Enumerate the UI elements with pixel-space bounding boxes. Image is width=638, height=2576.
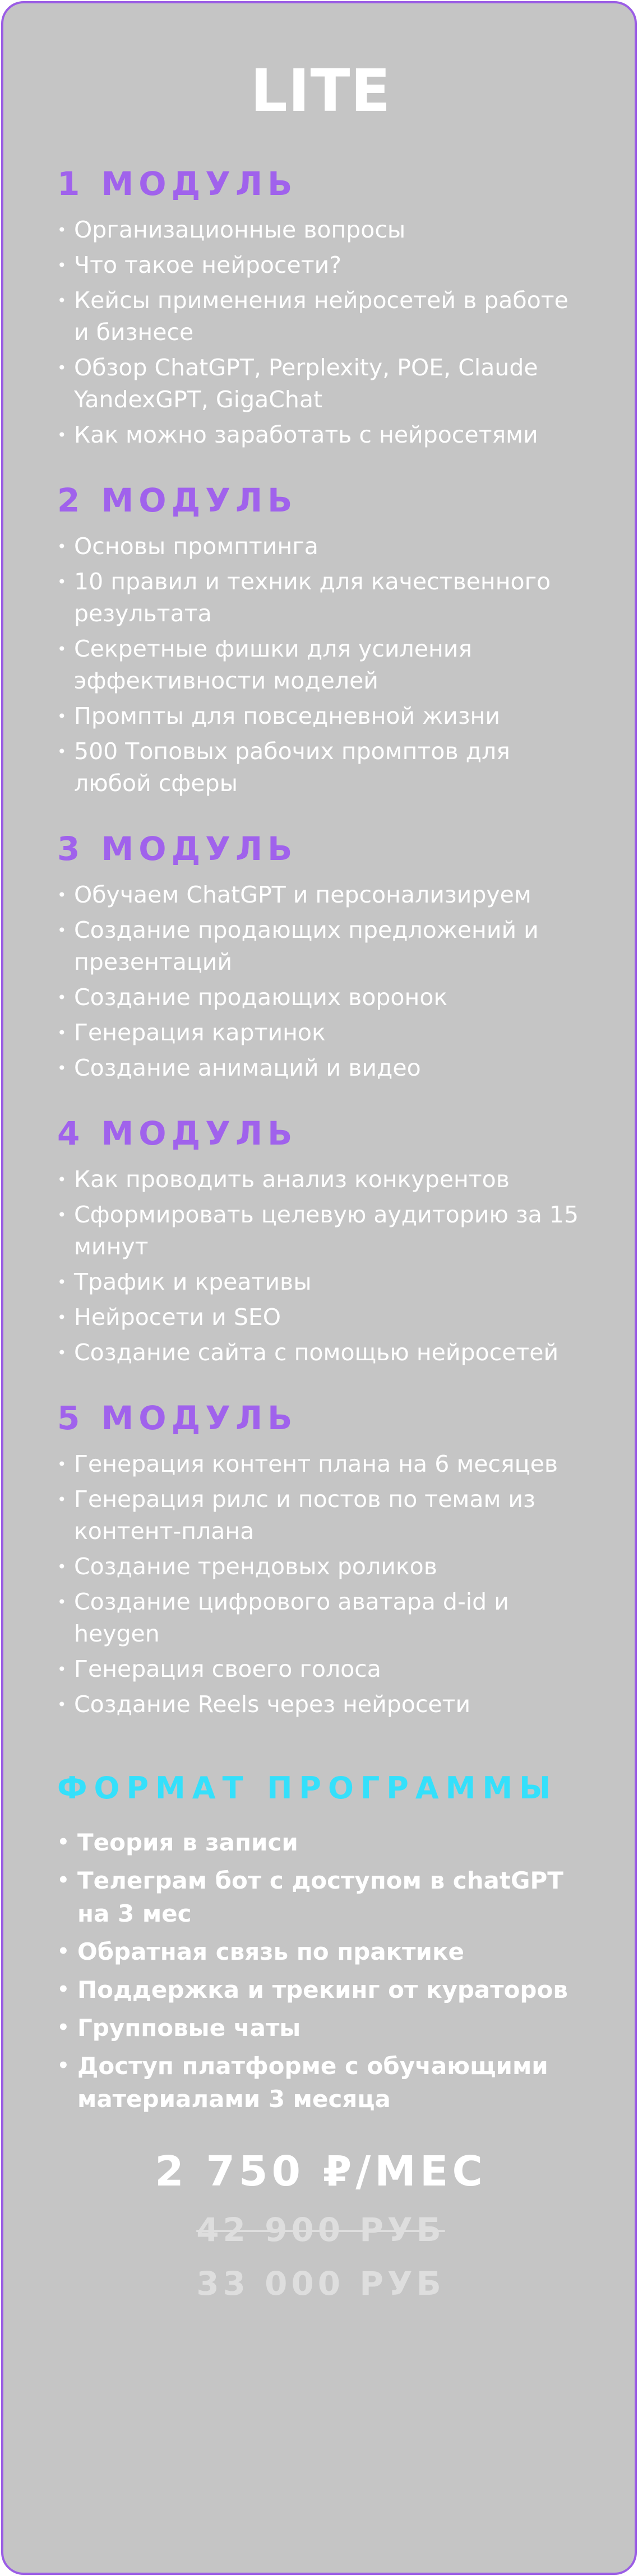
module-topic: • Кейсы применения нейросетей в работе и бизнесе	[57, 285, 584, 348]
module-5	[57, 1398, 584, 1721]
module-topic: • Создание Reels через нейросети	[57, 1689, 584, 1721]
format-feature: • Доступ платформе с обучающими материалами 3 месяца	[57, 2049, 584, 2115]
module-topic: • Обучаем ChatGPT и персонализируем	[57, 879, 584, 911]
module-topic: • Секретные фишки для усиления эффективности моделей	[57, 633, 584, 697]
module-title: 1 МОДУЛЬ	[57, 165, 298, 203]
module-topic-list	[57, 214, 584, 451]
module-topic: • Создание продающих воронок	[57, 982, 584, 1013]
module-topic: • Генерация рилс и постов по темам из контент-плана	[57, 1484, 584, 1547]
module-topic: • Генерация своего голоса	[57, 1653, 584, 1685]
module-topic: • Создание трендовых роликов	[57, 1551, 584, 1583]
format-feature: • Обратная связь по практике	[57, 1935, 584, 1968]
module-topic: • Трафик и креативы	[57, 1266, 584, 1298]
format-feature-list	[57, 1826, 584, 2115]
module-topic: • Что такое нейросети?	[57, 249, 584, 281]
format-feature: • Теория в записи	[57, 1826, 584, 1859]
module-topic: • Как можно заработать с нейросетями	[57, 419, 584, 451]
program-format	[57, 1769, 584, 2115]
module-title: 4 МОДУЛЬ	[57, 1114, 298, 1152]
module-1	[57, 164, 584, 451]
plan-title: LITE	[250, 57, 391, 125]
module-topic: • Создание сайта с помощью нейросетей	[57, 1337, 584, 1369]
module-topic: • 500 Топовых рабочих промптов для любой сферы	[57, 736, 584, 799]
module-topic: • Создание анимаций и видео	[57, 1052, 584, 1084]
old-price: 42 900 РУБ	[196, 2211, 445, 2249]
module-topic: • Промпты для повседневной жизни	[57, 700, 584, 732]
module-3	[57, 829, 584, 1084]
module-topic: • Генерация картинок	[57, 1017, 584, 1049]
module-topic: • Сформировать целевую аудиторию за 15 минут	[57, 1199, 584, 1263]
current-price: 33 000 РУБ	[196, 2265, 445, 2303]
module-title: 3 МОДУЛЬ	[57, 830, 298, 868]
module-topic: • Основы промптинга	[57, 531, 584, 562]
format-title: ФОРМАТ ПРОГРАММЫ	[57, 1770, 558, 1806]
pricing-card-lite	[1, 1, 637, 2575]
format-feature: • Групповые чаты	[57, 2011, 584, 2044]
module-title: 2 МОДУЛЬ	[57, 481, 298, 519]
module-topic-list	[57, 1448, 584, 1721]
module-topic: • Нейросети и SEO	[57, 1301, 584, 1333]
module-topic: • Создание цифрового аватара d-id и heygen	[57, 1586, 584, 1650]
module-topic-list	[57, 1164, 584, 1369]
module-topic-list	[57, 879, 584, 1084]
module-title: 5 МОДУЛЬ	[57, 1399, 298, 1437]
monthly-price: 2 750 ₽/МЕС	[155, 2147, 487, 2196]
module-topic: • Обзор ChatGPT, Perplexity, POE, Claude YandexGPT, GigaChat	[57, 352, 584, 416]
module-2	[57, 480, 584, 799]
format-feature: • Телеграм бот с доступом в chatGPT на 3 мес	[57, 1864, 584, 1930]
module-topic-list	[57, 531, 584, 799]
module-topic: • 10 правил и техник для качественного результата	[57, 566, 584, 630]
module-topic: • Создание продающих предложений и презентаций	[57, 914, 584, 978]
format-feature: • Поддержка и трекинг от кураторов	[57, 1973, 584, 2006]
module-topic: • Генерация контент плана на 6 месяцев	[57, 1448, 584, 1480]
module-topic: • Как проводить анализ конкурентов	[57, 1164, 584, 1196]
module-4	[57, 1113, 584, 1369]
module-topic: • Организационные вопросы	[57, 214, 584, 246]
